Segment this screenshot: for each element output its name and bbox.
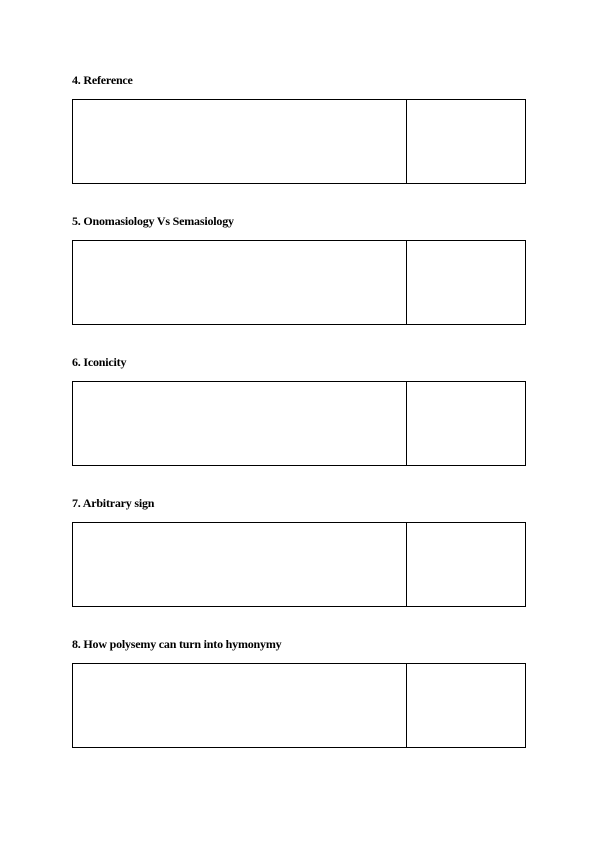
answer-area[interactable]: [73, 664, 407, 747]
answer-box: [72, 381, 526, 466]
answer-box: [72, 240, 526, 325]
section-heading: 7. Arbitrary sign: [72, 496, 155, 510]
score-area[interactable]: [407, 523, 525, 606]
answer-box: [72, 663, 526, 748]
score-area[interactable]: [407, 664, 525, 747]
answer-area[interactable]: [73, 523, 407, 606]
score-area[interactable]: [407, 241, 525, 324]
answer-box: [72, 99, 526, 184]
answer-box: [72, 522, 526, 607]
section-heading: 8. How polysemy can turn into hymonymy: [72, 637, 282, 651]
answer-area[interactable]: [73, 100, 407, 183]
answer-area[interactable]: [73, 241, 407, 324]
answer-area[interactable]: [73, 382, 407, 465]
score-area[interactable]: [407, 382, 525, 465]
section-heading: 4. Reference: [72, 73, 133, 87]
section-heading: 5. Onomasiology Vs Semasiology: [72, 214, 234, 228]
score-area[interactable]: [407, 100, 525, 183]
section-heading: 6. Iconicity: [72, 355, 127, 369]
